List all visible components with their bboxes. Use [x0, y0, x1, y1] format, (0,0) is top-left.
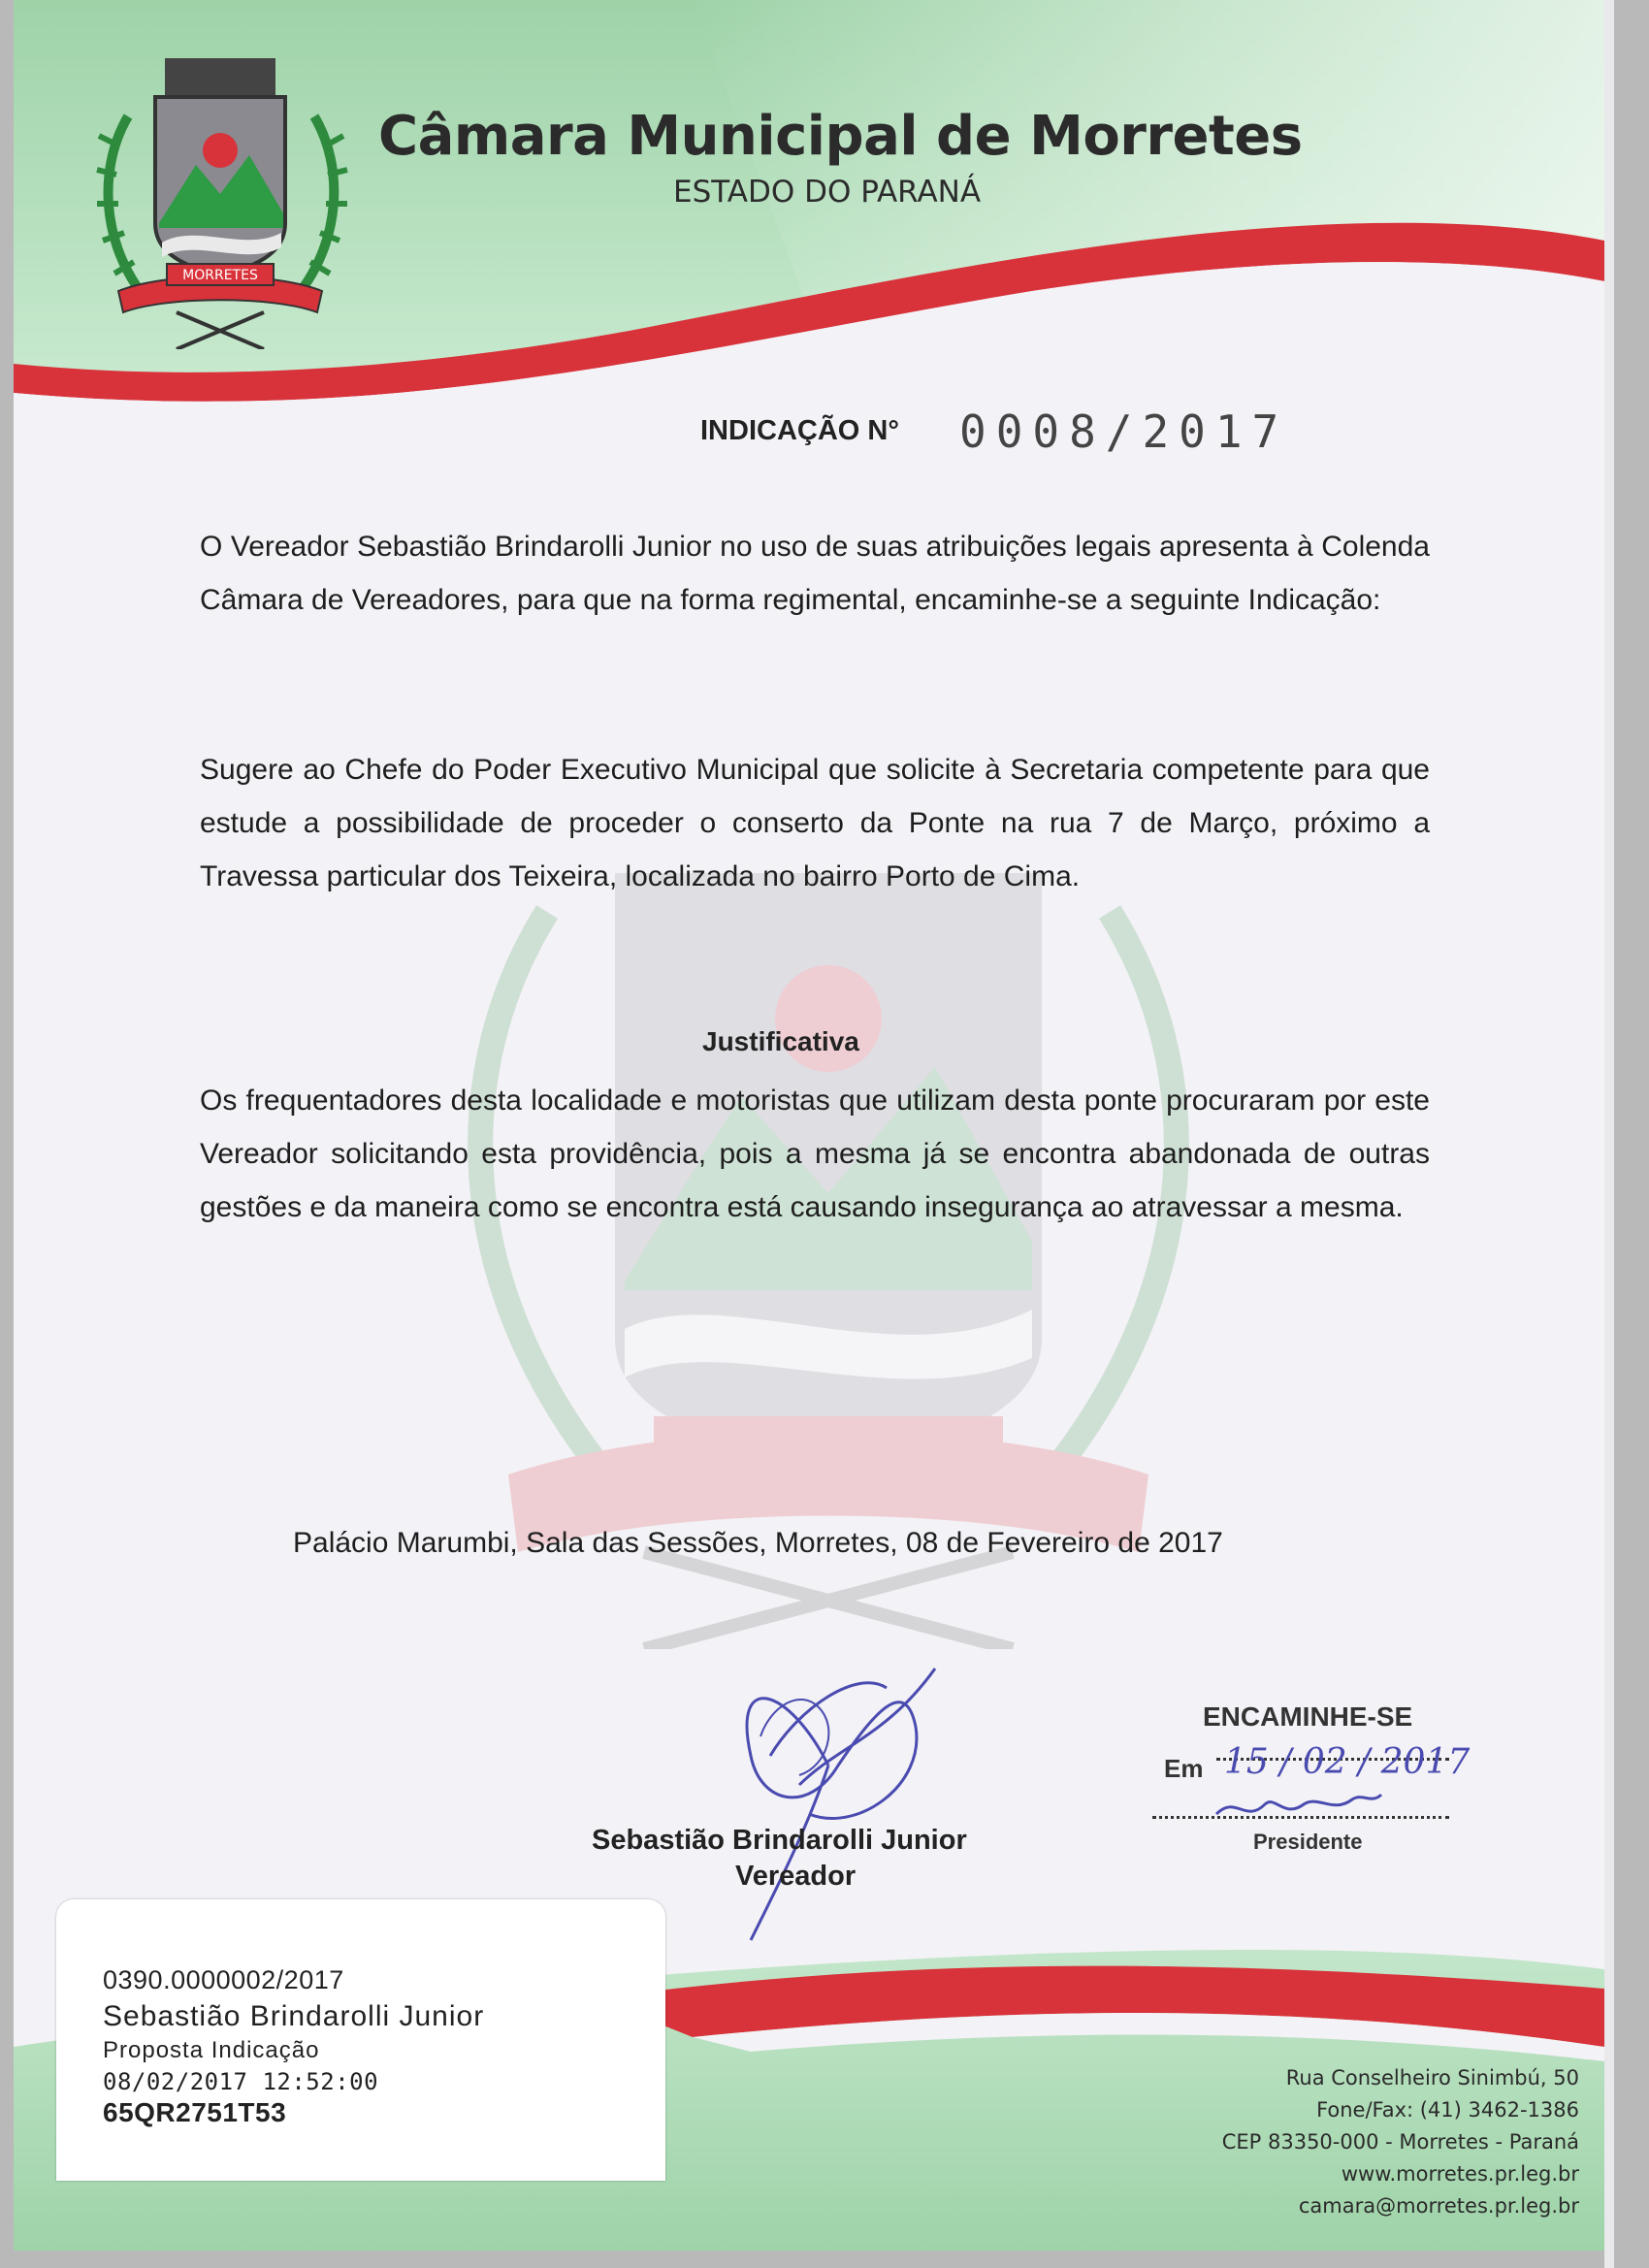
- crest-ribbon-text: MORRETES: [182, 268, 258, 283]
- handwritten-signature-icon: [693, 1649, 945, 1950]
- place-and-date: Palácio Marumbi, Sala das Sessões, Morretes, 08 de Fevereiro de 2017: [293, 1527, 1223, 1559]
- stamp-date: 15 / 02 / 2017: [1224, 1742, 1471, 1782]
- stamp-role: Presidente: [1253, 1830, 1363, 1854]
- justification-title: Justificativa: [702, 1026, 859, 1056]
- document-page: [14, 0, 1604, 2251]
- president-signature-icon: [1197, 1775, 1391, 1833]
- municipal-crest-icon: [89, 58, 351, 349]
- footer-website: www.morretes.pr.leg.br: [1341, 2162, 1579, 2186]
- footer-cep: CEP 83350-000 - Morretes - Paraná: [1221, 2130, 1579, 2154]
- stamp-signature-line: [1152, 1816, 1449, 1819]
- paragraph-intro: O Vereador Sebastião Brindarolli Junior no uso de suas atribuições legais apresenta à Colenda Câmara de Vereadores, para que na forma regimental, encaminhe-se a seguinte Indicação:: [200, 531, 1430, 616]
- organization-title: Câmara Municipal de Morretes: [378, 105, 1303, 168]
- protocol-datetime: 08/02/2017 12:52:00: [103, 2068, 379, 2095]
- page-edge: [1604, 0, 1614, 2268]
- footer-email: camara@morretes.pr.leg.br: [1298, 2194, 1579, 2218]
- protocol-code: 65QR2751T53: [103, 2097, 287, 2127]
- stamp-em-label: Em: [1164, 1754, 1204, 1783]
- protocol-number: 0390.0000002/2017: [103, 1965, 344, 1994]
- indication-label: INDICAÇÃO N°: [700, 415, 899, 446]
- paragraph-suggestion: Sugere ao Chefe do Poder Executivo Municipal que solicite à Secretaria competente para que estude a possibilidade de proceder o conserto da Ponte na rua 7 de Março, próximo a Travessa particular dos Teixeira, localizada no bairro Porto de Cima.: [200, 754, 1430, 892]
- stamp-title: ENCAMINHE-SE: [1203, 1701, 1413, 1732]
- signer-role: Vereador: [735, 1861, 857, 1892]
- footer-address: Rua Conselheiro Sinimbú, 50: [1285, 2066, 1579, 2090]
- forwarding-stamp: [1139, 1698, 1498, 1872]
- footer-phone: Fone/Fax: (41) 3462-1386: [1316, 2098, 1579, 2122]
- signer-name: Sebastião Brindarolli Junior: [592, 1825, 967, 1856]
- protocol-type: Proposta Indicação: [103, 2037, 320, 2063]
- indication-number: 0008/2017: [959, 405, 1289, 458]
- protocol-author: Sebastião Brindarolli Junior: [103, 2000, 485, 2032]
- protocol-label: [56, 1899, 665, 2181]
- footer-contact: [1222, 2062, 1579, 2222]
- paragraph-justification: Os frequentadores desta localidade e motoristas que utilizam desta ponte procuraram por este Vereador solicitando esta providência, pois a mesma já se encontra abandonada de outras gestões e da maneira como se encontra está causando insegurança ao atravessar a mesma.: [200, 1085, 1430, 1223]
- organization-state: ESTADO DO PARANÁ: [673, 175, 982, 210]
